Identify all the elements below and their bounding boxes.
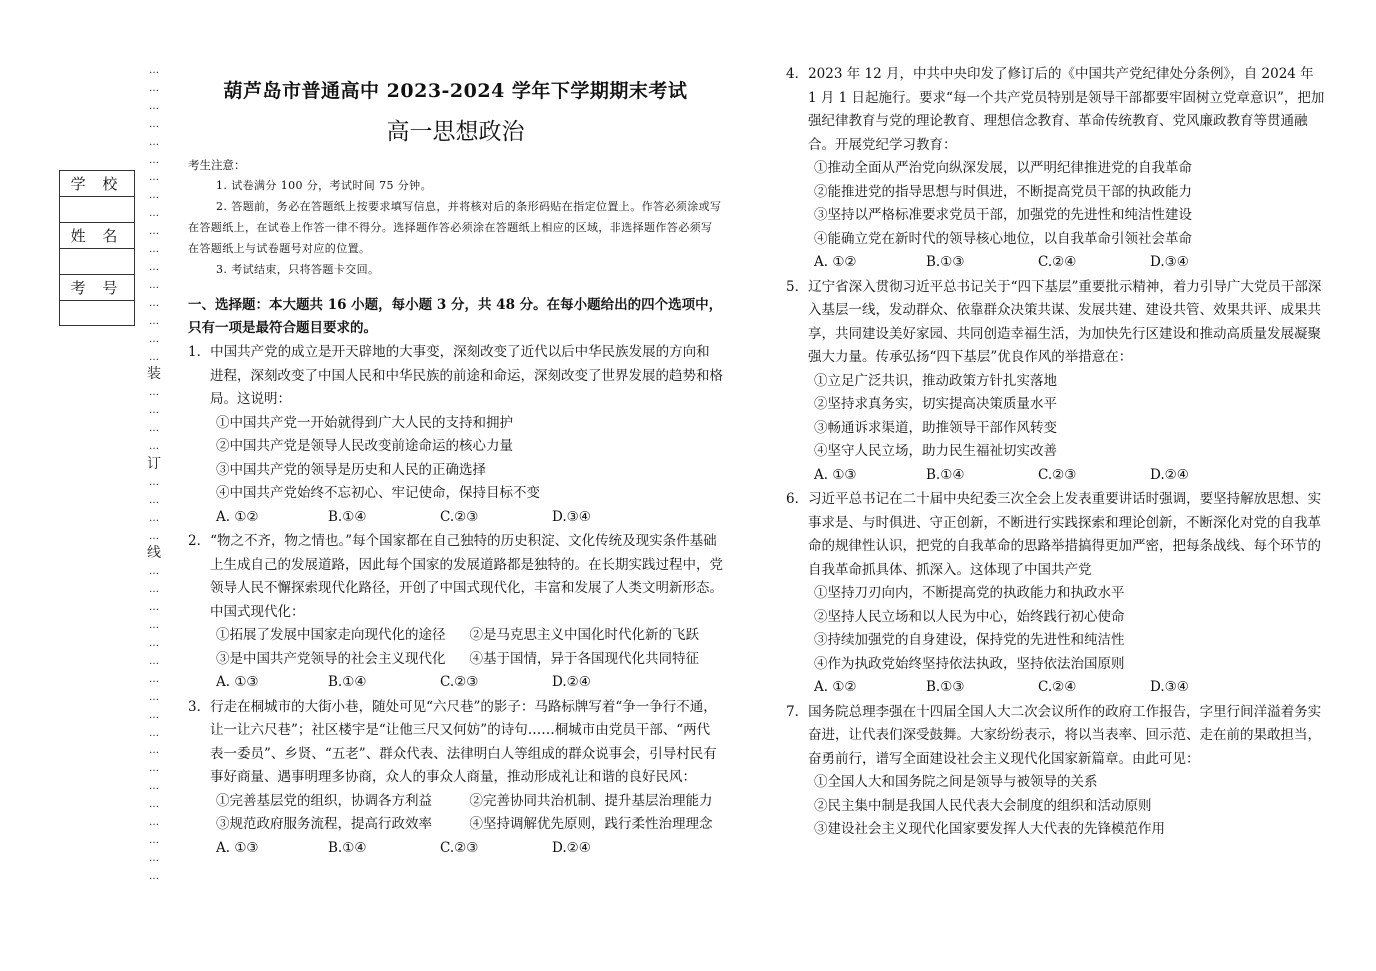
binding-dot: …: [149, 387, 159, 399]
statement-option: ②坚持人民立场和以人民为中心，始终践行初心使命: [814, 608, 1125, 625]
binding-dot: …: [149, 172, 159, 184]
note-item: 3. 考试结束，只将答题卡交回。: [216, 263, 380, 276]
statement-option: ②是马克思主义中国化时代化新的飞跃: [469, 627, 699, 643]
binding-dot: …: [149, 405, 159, 417]
answer-choice[interactable]: D.②④: [1150, 466, 1189, 483]
statement-option: ③坚持以严格标准要求党员干部，加强党的先进性和纯洁性建设: [814, 207, 1192, 223]
binding-dot: …: [149, 315, 159, 327]
exam-title: 葫芦岛市普通高中 2023-2024 学年下学期期末考试: [223, 80, 688, 102]
answer-choice[interactable]: B.①④: [926, 466, 965, 483]
statement-row: [188, 648, 723, 672]
binding-dot: …: [149, 351, 159, 363]
binding-dot: …: [149, 441, 159, 453]
statement-option: ②中国共产党是领导人民改变前途命运的核心力量: [216, 438, 513, 454]
answer-choice[interactable]: C.②④: [1038, 254, 1077, 270]
binding-label-ding: 订: [147, 455, 161, 472]
question-2: [188, 530, 723, 695]
binding-dot: …: [149, 638, 159, 649]
binding-dot: …: [149, 65, 159, 76]
binding-dot: …: [149, 709, 159, 721]
binding-dot: …: [149, 781, 159, 793]
statement-option: ②完善协同共治机制、提升基层治理能力: [469, 792, 713, 809]
answer-choices: [188, 506, 723, 530]
binding-dot: …: [149, 297, 159, 309]
binding-dot: …: [149, 333, 159, 345]
answer-choice[interactable]: A. ①③: [216, 674, 259, 690]
binding-dot: …: [149, 136, 159, 148]
binding-dot: …: [149, 566, 159, 578]
question-6: [786, 488, 1326, 700]
question-7: [786, 701, 1326, 842]
answer-choices: [786, 251, 1326, 275]
answer-choices: [188, 837, 723, 861]
statement-option: ③中国共产党的领导是历史和人民的正确选择: [216, 461, 486, 478]
question-5: [786, 276, 1326, 488]
note-item: 2. 答题前，务必在答题纸上按要求填写信息，并将核对后的条形码贴在指定位置上。作答必须涂或写在答题纸上，在试卷上作答一律不得分。选择题作答必须涂在答题纸上相应的区域，非选择题作答必须写在答题纸上与试卷题号对应的位置。: [188, 200, 722, 255]
answer-choice[interactable]: B.①③: [926, 254, 965, 270]
binding-dot: …: [149, 423, 159, 435]
binding-margin: [146, 62, 162, 886]
answer-choice[interactable]: C.②③: [440, 839, 479, 856]
statement-option: ③持续加强党的自身建设，保持党的先进性和纯洁性: [814, 632, 1125, 648]
statement-option: ③规范政府服务流程，提高行政效率: [216, 816, 432, 832]
binding-dot: …: [149, 602, 159, 614]
binding-dot: …: [149, 584, 159, 596]
left-column: [188, 72, 723, 860]
number-field[interactable]: [60, 301, 134, 327]
binding-dot: …: [149, 82, 159, 94]
statement-option: ②民主集中制是我国人民代表大会制度的组织和活动原则: [814, 797, 1152, 814]
answer-choice[interactable]: C.②③: [1038, 466, 1077, 483]
binding-dot: …: [149, 691, 159, 703]
statement-option: ②能推进党的指导思想与时俱进，不断提高党员干部的执政能力: [814, 183, 1192, 200]
school-label: 学 校: [60, 171, 134, 197]
answer-choice[interactable]: C.②③: [440, 508, 479, 525]
question-stem: 1．中国共产党的成立是开天辟地的大事变，深刻改变了近代以后中华民族发展的方向和进程，深刻改变了中国人民和中华民族的前途和命运，深刻改变了世界发展的趋势和格局。这说明：: [188, 344, 723, 407]
binding-dot: …: [149, 673, 159, 685]
answer-choice[interactable]: B.①④: [328, 839, 367, 856]
answer-choice[interactable]: B.①④: [328, 508, 367, 525]
answer-choice[interactable]: A. ①②: [216, 508, 259, 525]
statement-option: ①推动全面从严治党向纵深发展，以严明纪律推进党的自我革命: [814, 160, 1192, 176]
binding-dot: …: [149, 244, 159, 256]
binding-dot: …: [149, 620, 159, 632]
binding-label-zhuang: 装: [147, 366, 161, 383]
binding-dot: …: [149, 763, 159, 775]
answer-choice[interactable]: A. ①③: [216, 839, 259, 856]
question-stem: 7．国务院总理李强在十四届全国人大二次会议所作的政府工作报告，字里行间洋溢着务实奋进，让代表们深受鼓舞。大家纷纷表示，将以当表率、回示范、走在前的果敢担当，奋勇前行，谱写全面建设社会主义现代化国家新篇章。由此可见：: [786, 703, 1322, 767]
number-label: 考 号: [60, 275, 134, 301]
answer-choice[interactable]: B.①④: [328, 674, 367, 690]
binding-dot: …: [149, 118, 159, 130]
statement-option: ③建设社会主义现代化国家要发挥人大代表的先锋模范作用: [814, 821, 1165, 837]
binding-label-xian: 线: [147, 545, 161, 562]
statement-option: ②坚持求真务实，切实提高决策质量水平: [814, 396, 1057, 412]
answer-choice[interactable]: B.①③: [926, 679, 965, 695]
answer-choice[interactable]: D.②④: [552, 674, 591, 690]
statement-row: [188, 790, 723, 814]
statement-option: ④坚守人民立场，助力民生福祉切实改善: [814, 443, 1057, 459]
statement-row: [188, 624, 723, 648]
binding-dot: …: [149, 494, 159, 506]
statement-option: ④基于国情，异于各国现代化共同特征: [469, 650, 699, 667]
statement-option: ④中国共产党始终不忘初心、牢记使命，保持目标不变: [216, 485, 540, 501]
binding-dot: …: [149, 799, 159, 811]
binding-dot: …: [149, 208, 159, 220]
statement-option: ③是中国共产党领导的社会主义现代化: [216, 650, 446, 667]
right-column: [786, 62, 1326, 842]
section-heading: 一、选择题：本大题共 16 小题，每小题 3 分，共 48 分。在每小题给出的四个选项中，只有一项是最符合题目要求的。: [188, 297, 723, 336]
answer-choice[interactable]: A. ①②: [814, 679, 857, 695]
answer-choice[interactable]: D.③④: [1150, 679, 1189, 695]
binding-dot: …: [149, 226, 159, 238]
answer-choice[interactable]: D.③④: [1150, 254, 1189, 270]
binding-dot: …: [149, 727, 159, 739]
question-stem: 4．2023 年 12 月，中共中央印发了修订后的《中国共产党纪律处分条例》，自 2024 年 1 月 1 日起施行。要求“每一个共产党员特别是领导干部都要牢固树立党章意识”，把加强纪律教育与党的理论教育、理想信念教育、革命传统教育、党风廉政教育等贯通融合。开展党纪学习教育：: [786, 66, 1325, 153]
question-stem: 6．习近平总书记在二十届中央纪委三次全会上发表重要讲话时强调，要坚持解放思想、实事求是、与时俱进、守正创新，不断进行实践探索和理论创新，不断深化对党的自我革命的规律性认识，把党的自我革命的思路举措搞得更加严密，把每条战线、每个环节的自我革命抓具体、抓深入。这体现了中国共产党: [786, 491, 1322, 578]
binding-dot: …: [149, 817, 159, 829]
binding-dot: …: [149, 261, 159, 273]
answer-choice[interactable]: D.②④: [552, 839, 591, 856]
answer-choices: [786, 464, 1326, 488]
notes-heading: 考生注意：: [188, 158, 246, 172]
binding-dot: …: [149, 655, 159, 667]
question-1: [188, 341, 723, 529]
statement-option: ①坚持刀刃向内，不断提高党的执政能力和执政水平: [814, 585, 1125, 601]
student-info-box: [59, 170, 135, 326]
binding-dot: …: [149, 834, 159, 846]
statement-option: ③畅通诉求渠道，助推领导干部作风转变: [814, 419, 1057, 436]
question-stem: 3．行走在桐城市的大街小巷，随处可见“六尺巷”的影子：马路标牌写着“争一争行不通，让一让六尺巷”；社区楼宇是“让他三尺又何妨”的诗句……桐城市由党员干部、“两代表一委员”、乡贤、“五老”、群众代表、法律明白人等组成的群众说事会，引导村民有事好商量、遇事明理多协商，众人的事众人商量，推动形成礼让和谐的良好民风：: [188, 698, 717, 785]
statement-option: ④坚持调解优先原则，践行柔性治理理念: [469, 816, 713, 832]
answer-choice[interactable]: C.②③: [440, 674, 479, 690]
name-field[interactable]: [60, 249, 134, 275]
statement-option: ①完善基层党的组织，协调各方利益: [216, 792, 432, 809]
statement-option: ①全国人大和国务院之间是领导与被领导的关系: [814, 774, 1098, 790]
answer-choice[interactable]: D.③④: [552, 508, 591, 525]
binding-dot: …: [149, 476, 159, 488]
question-stem: 5．辽宁省深入贯彻习近平总书记关于“四下基层”重要批示精神，着力引导广大党员干部深入基层一线，发动群众、依靠群众决策共谋、发展共建、建设共管、效果共评、成果共享，共同建设美好家园、共同创造幸福生活，为加快先行区建设和推动高质量发展凝聚强大力量。传承弘扬“四下基层”优良作风的举措意在：: [786, 278, 1322, 365]
statement-row: [188, 813, 723, 837]
binding-dot: …: [149, 852, 159, 864]
binding-dot: …: [149, 154, 159, 166]
statement-option: ④能确立党在新时代的领导核心地位，以自我革命引领社会革命: [814, 230, 1192, 247]
answer-choices: [188, 671, 723, 695]
statement-option: ①立足广泛共识，推动政策方针扎实落地: [814, 372, 1057, 389]
binding-dot: …: [149, 512, 159, 524]
statement-option: ④作为执政党始终坚持依法执政，坚持依法治国原则: [814, 655, 1125, 672]
binding-dot: …: [149, 279, 159, 291]
binding-dot: …: [149, 745, 159, 757]
statement-option: ①拓展了发展中国家走向现代化的途径: [216, 627, 446, 643]
note-item: 1. 试卷满分 100 分，考试时间 75 分钟。: [216, 179, 432, 192]
binding-dot: …: [149, 870, 159, 882]
answer-choice[interactable]: C.②④: [1038, 679, 1077, 695]
binding-dot: …: [149, 100, 159, 112]
question-stem: 2．“物之不齐，物之情也。”每个国家都在自己独特的历史积淀、文化传统及现实条件基础上生成自己的发展道路，因此每个国家的发展道路都是独特的。在长期实践过程中，党领导人民不懈探索现代化路径，开创了中国式现代化，丰富和发展了人类文明新形态。中国式现代化：: [188, 533, 723, 620]
statement-option: ①中国共产党一开始就得到广大人民的支持和拥护: [216, 414, 513, 431]
binding-dot: …: [149, 530, 159, 542]
binding-dot: …: [149, 190, 159, 202]
question-3: [188, 696, 723, 861]
question-4: [786, 63, 1326, 275]
name-label: 姓 名: [60, 223, 134, 249]
school-field[interactable]: [60, 197, 134, 223]
answer-choice[interactable]: A. ①②: [814, 254, 857, 270]
answer-choices: [786, 676, 1326, 700]
exam-subject: 高一思想政治: [386, 119, 525, 145]
answer-choice[interactable]: A. ①③: [814, 466, 857, 483]
